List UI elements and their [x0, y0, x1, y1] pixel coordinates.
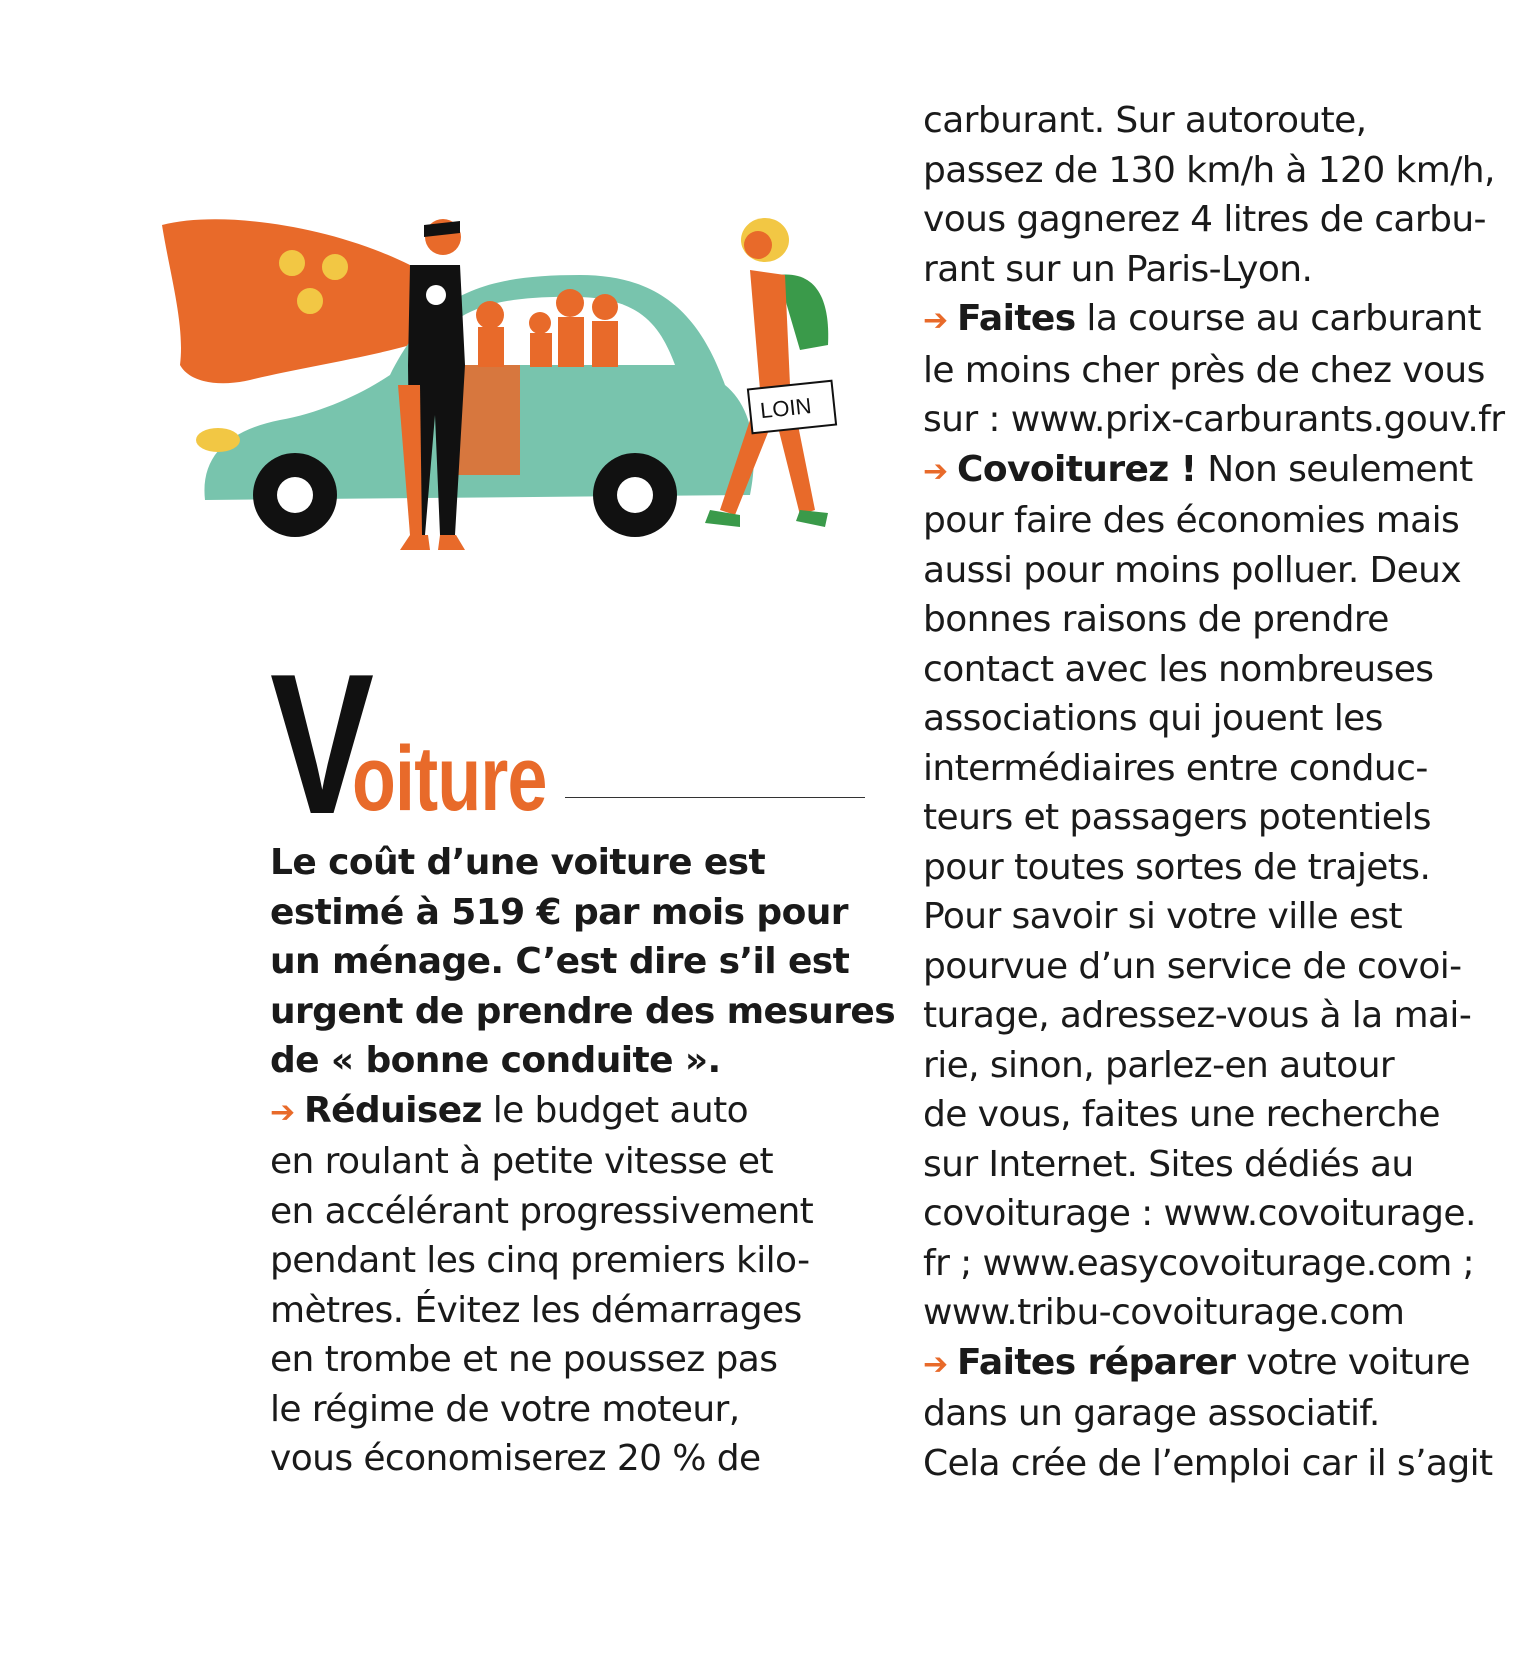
body-line: pourvue d’un service de covoi- [923, 945, 1462, 987]
tip-keyword: Faites [957, 298, 1076, 339]
title-initial: V [270, 633, 375, 856]
body-line: turage, adressez-vous à la mai- [923, 995, 1472, 1036]
left-column [270, 838, 896, 1484]
body-line: en roulant à petite vitesse et [270, 1141, 773, 1182]
body-line: intermédiaires entre conduc- [923, 747, 1428, 789]
headlight [196, 428, 240, 452]
body-line: pour faire des économies mais [923, 500, 1460, 541]
tip-faites [923, 294, 1513, 346]
title-rest: oiture [352, 728, 547, 830]
wheel-icon [253, 453, 337, 537]
body-line: Pour savoir si votre ville est [923, 896, 1403, 937]
tip-keyword: Réduisez [304, 1089, 482, 1131]
body-line: associations qui jouent les [923, 698, 1383, 739]
body-line: bonnes raisons de prendre [923, 599, 1389, 640]
body-line: le moins cher près de chez vous [923, 349, 1485, 391]
body-line: fr ; www.easycovoiturage.com ; [923, 1242, 1475, 1284]
tip-keyword: Faites réparer [957, 1341, 1236, 1383]
body-line: sur : www.prix-carburants.gouv.fr [923, 399, 1505, 440]
loin-sign-text: LOIN [758, 393, 813, 424]
tip-text: la course au carburant [1075, 298, 1481, 339]
tip-reduisez [270, 1086, 870, 1138]
body-line: www.tribu-covoiturage.com [923, 1292, 1405, 1333]
body-line: dans un garage associatif. [923, 1393, 1380, 1434]
body-line: sur Internet. Sites dédiés au [923, 1143, 1414, 1185]
intro-line: urgent de prendre des mesures [270, 990, 896, 1032]
body-line: contact avec les nombreuses [923, 648, 1434, 690]
tip-text: Non seulement [1196, 448, 1473, 490]
body-line: pendant les cinq premiers kilo- [270, 1240, 810, 1281]
arrow-icon: ➔ [923, 303, 948, 338]
intro-line: Le coût d’une voiture est [270, 842, 766, 883]
right-column [923, 96, 1513, 1488]
car-illustration [160, 215, 880, 595]
body-line: covoiturage : www.covoiturage. [923, 1193, 1476, 1234]
body-line: carburant. Sur autoroute, [923, 100, 1367, 141]
tip-covoiturez [923, 445, 1513, 497]
intro-line: de « bonne conduite ». [270, 1040, 721, 1081]
arrow-icon: ➔ [270, 1094, 295, 1130]
body-line: pour toutes sortes de trajets. [923, 846, 1431, 888]
body-line: Cela crée de l’emploi car il s’agit [923, 1442, 1493, 1484]
body-line: rie, sinon, parlez-en autour [923, 1044, 1395, 1086]
tip-keyword: Covoiturez ! [957, 448, 1197, 490]
tip-text: le budget auto [481, 1089, 749, 1131]
body-line: vous gagnerez 4 litres de carbu- [923, 199, 1486, 240]
body-line: aussi pour moins polluer. Deux [923, 549, 1462, 591]
title-rule [565, 797, 865, 798]
body-line: le régime de votre moteur, [270, 1388, 740, 1430]
arrow-icon: ➔ [923, 1346, 948, 1382]
body-line: rant sur un Paris-Lyon. [923, 248, 1313, 290]
body-line: de vous, faites une recherche [923, 1094, 1440, 1135]
tip-faites-reparer [923, 1338, 1513, 1390]
body-line: en trombe et ne poussez pas [270, 1339, 778, 1380]
article-heading [270, 633, 870, 856]
body-line: en accélérant progressivement [270, 1190, 814, 1232]
body-line: vous économiserez 20 % de [270, 1438, 761, 1479]
tip-text: votre voiture [1235, 1341, 1470, 1383]
body-line: teurs et passagers potentiels [923, 797, 1431, 838]
arrow-icon: ➔ [923, 453, 948, 489]
body-line: mètres. Évitez les démarrages [270, 1289, 802, 1331]
wheel-icon [593, 453, 677, 537]
intro-line: un ménage. C’est dire s’il est [270, 941, 850, 982]
intro-line: estimé à 519 € par mois pour [270, 891, 848, 933]
body-line: passez de 130 km/h à 120 km/h, [923, 149, 1495, 191]
